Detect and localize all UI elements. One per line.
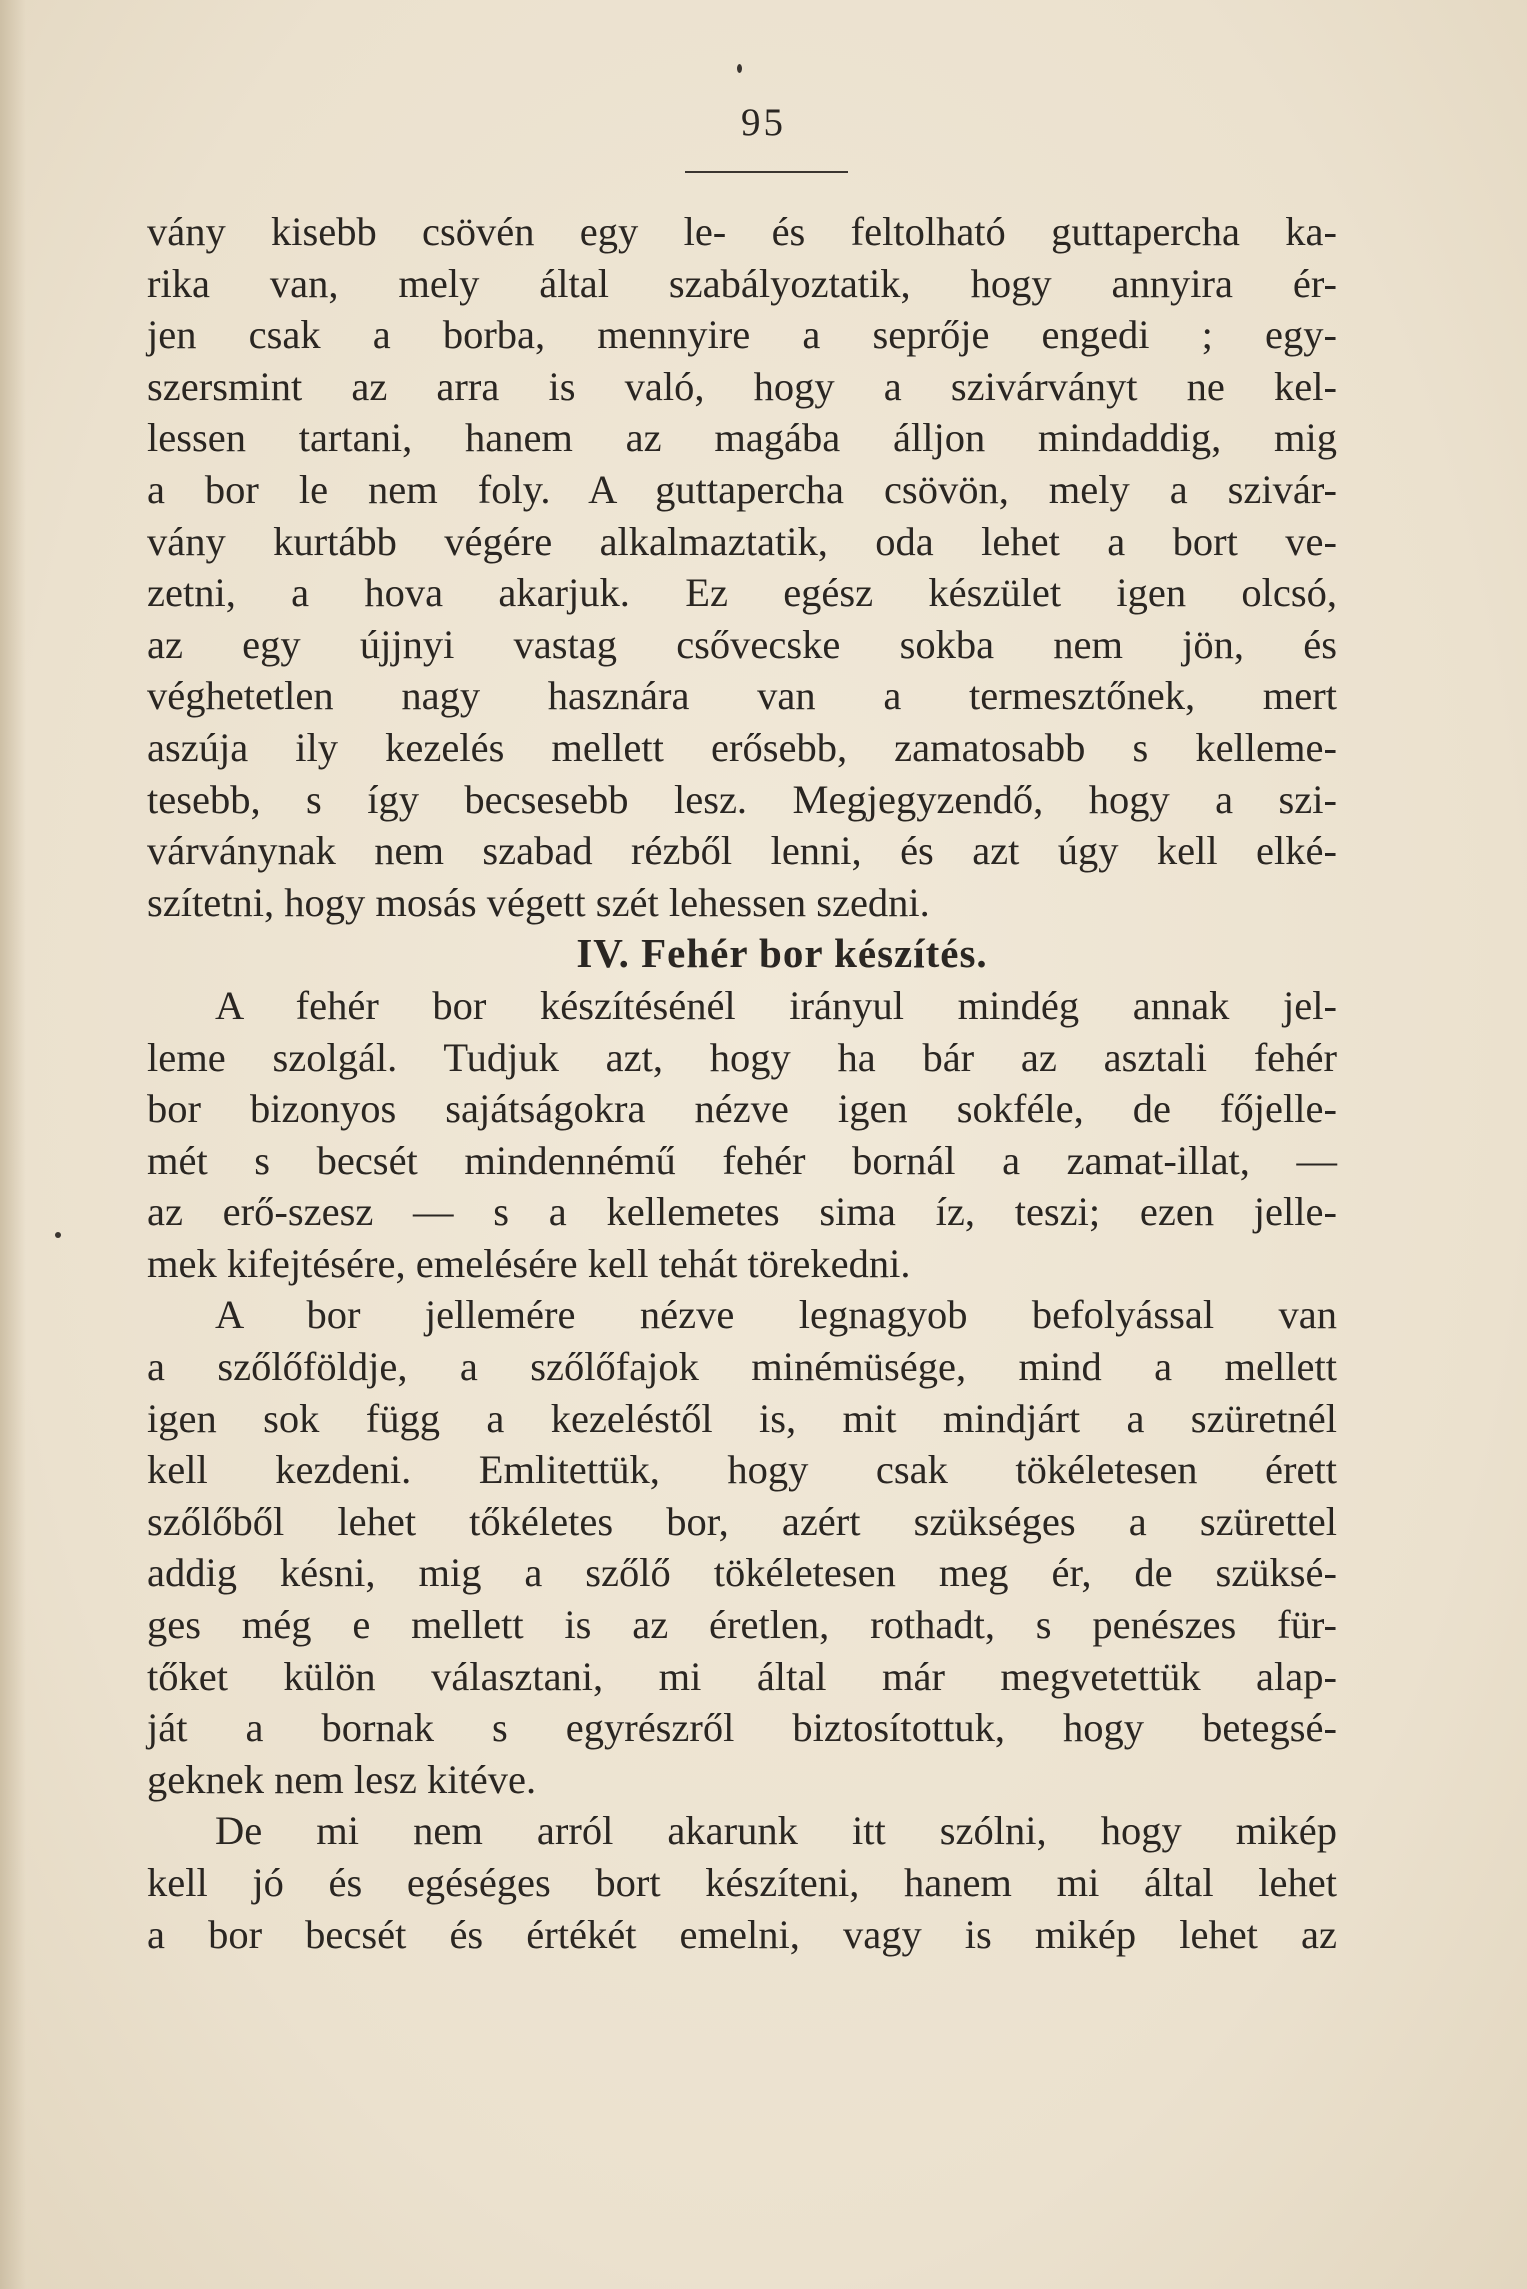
text-line: A bor jellemére nézve legnagyob befolyással van [215, 1292, 1337, 1338]
text-line: jen csak a borba, mennyire a seprője engedi ; egy- [147, 312, 1337, 358]
text-line: az erő-szesz — s a kellemetes sima íz, teszi; ezen jelle- [147, 1189, 1337, 1235]
text-line: zetni, a hova akarjuk. Ez egész készület igen olcsó, [147, 570, 1337, 616]
text-line: a bor becsét és értékét emelni, vagy is mikép lehet az [147, 1911, 1337, 1957]
paragraph [147, 206, 1337, 928]
text-line: várványnak nem szabad rézből lenni, és azt úgy kell elké- [147, 828, 1337, 874]
text-line: kell jó és egéséges bort készíteni, hanem mi által lehet [147, 1860, 1337, 1905]
text-line: tesebb, s így becsesebb lesz. Megjegyzendő, hogy a szi- [147, 776, 1337, 822]
text-line: szőlőből lehet tőkéletes bor, azért szükséges a szürettel [147, 1498, 1337, 1544]
text-line: a szőlőföldje, a szőlőfajok minémüsége, mind a mellett [147, 1344, 1337, 1390]
text-line: addig késni, mig a szőlő tökéletesen meg ér, de szüksé- [147, 1550, 1337, 1596]
text-line: mek kifejtésére, emelésére kell tehát törekedni. [147, 1240, 911, 1286]
text-line: véghetetlen nagy hasznára van a termesztőnek, mert [147, 673, 1337, 719]
text-line: szítetni, hogy mosás végett szét lehessen szedni. [147, 879, 930, 925]
section-heading: IV. Fehér bor készítés. [576, 930, 988, 977]
paragraph [147, 1289, 1337, 1805]
body-text [147, 206, 1337, 1960]
paragraph [147, 980, 1337, 1290]
ink-speck [737, 64, 742, 73]
paragraph [147, 1805, 1337, 1960]
text-line: vány kisebb csövén egy le- és feltolható guttapercha ka- [147, 209, 1337, 254]
ink-speck [55, 1232, 61, 1238]
text-line: rika van, mely által szabályoztatik, hogy annyira ér- [147, 260, 1337, 306]
text-line: geknek nem lesz kitéve. [147, 1756, 537, 1802]
text-line: a bor le nem foly. A guttapercha csövön, mely a szivár- [147, 466, 1337, 512]
text-line: igen sok függ a kezeléstől is, mit mindjárt a szüretnél [147, 1395, 1337, 1441]
text-line: az egy újjnyi vastag csővecske sokba nem jön, és [147, 621, 1337, 667]
page-spine-shadow [0, 0, 26, 2289]
text-line: leme szolgál. Tudjuk azt, hogy ha bár az asztali fehér [147, 1034, 1337, 1080]
text-line: bor bizonyos sajátságokra nézve igen sokféle, de főjelle- [147, 1086, 1337, 1132]
header-rule [685, 171, 848, 173]
text-line: mét s becsét mindennémű fehér bornál a zamat-illat, — [147, 1137, 1337, 1183]
text-line: aszúja ily kezelés mellett erősebb, zamatosabb s kelleme- [147, 724, 1337, 770]
text-line: ját a bornak s egyrészről biztosítottuk, hogy betegsé- [147, 1705, 1337, 1751]
text-line: szersmint az arra is való, hogy a szivárványt ne kel- [147, 363, 1337, 409]
text-line: A fehér bor készítésénél irányul mindég annak jel- [215, 982, 1337, 1028]
text-line: De mi nem arról akarunk itt szólni, hogy mikép [215, 1808, 1337, 1854]
text-line: ges még e mellett is az éretlen, rothadt, s penészes für- [147, 1602, 1337, 1648]
text-line: tőket külön választani, mi által már megvetettük alap- [147, 1653, 1337, 1699]
text-line: lessen tartani, hanem az magába álljon mindaddig, mig [147, 415, 1337, 461]
page-number: 95 [741, 101, 786, 144]
text-line: vány kurtább végére alkalmaztatik, oda lehet a bort ve- [147, 518, 1337, 564]
text-line: kell kezdeni. Emlitettük, hogy csak tökéletesen érett [147, 1447, 1337, 1493]
